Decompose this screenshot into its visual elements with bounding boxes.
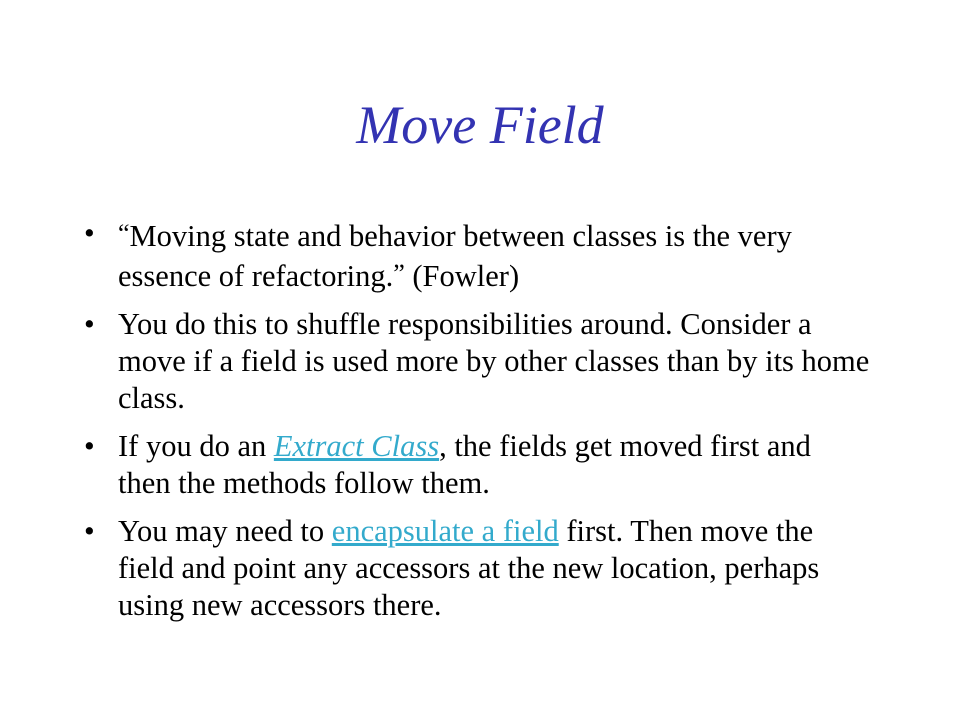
bullet-dot-icon: •	[84, 307, 95, 341]
extract-class-link[interactable]: Extract Class	[273, 429, 440, 463]
bullet-dot-icon: •	[84, 514, 95, 548]
bullet-text-before: If you do an	[118, 429, 274, 463]
open-quote: “	[118, 219, 130, 248]
slide-title: Move Field	[356, 95, 604, 155]
bullet-text-after: first. Then move the field and point any accessors at the new location, perhaps using new accessors there.	[118, 514, 820, 622]
encapsulate-field-link[interactable]: encapsulate a field	[331, 514, 559, 548]
bullet-attribution: (Fowler)	[404, 259, 520, 293]
bullet-item-fowler-quote	[80, 215, 870, 295]
bullet-text-before: You may need to	[118, 514, 332, 548]
bullet-list	[80, 215, 870, 635]
bullet-text-after: , the fields get moved first and then the methods follow them.	[118, 429, 811, 500]
bullet-text: Moving state and behavior between classes is the very essence of refactoring.	[118, 219, 792, 293]
close-quote: ”	[393, 259, 405, 288]
bullet-dot-icon: •	[84, 216, 95, 250]
bullet-item-encapsulate	[80, 513, 870, 624]
bullet-dot-icon: •	[84, 429, 95, 463]
bullet-text: You do this to shuffle responsibilities around. Consider a move if a field is used more by other classes than by its home class.	[118, 307, 870, 415]
bullet-item-extract-class	[80, 428, 870, 502]
bullet-item-shuffle	[80, 306, 870, 417]
